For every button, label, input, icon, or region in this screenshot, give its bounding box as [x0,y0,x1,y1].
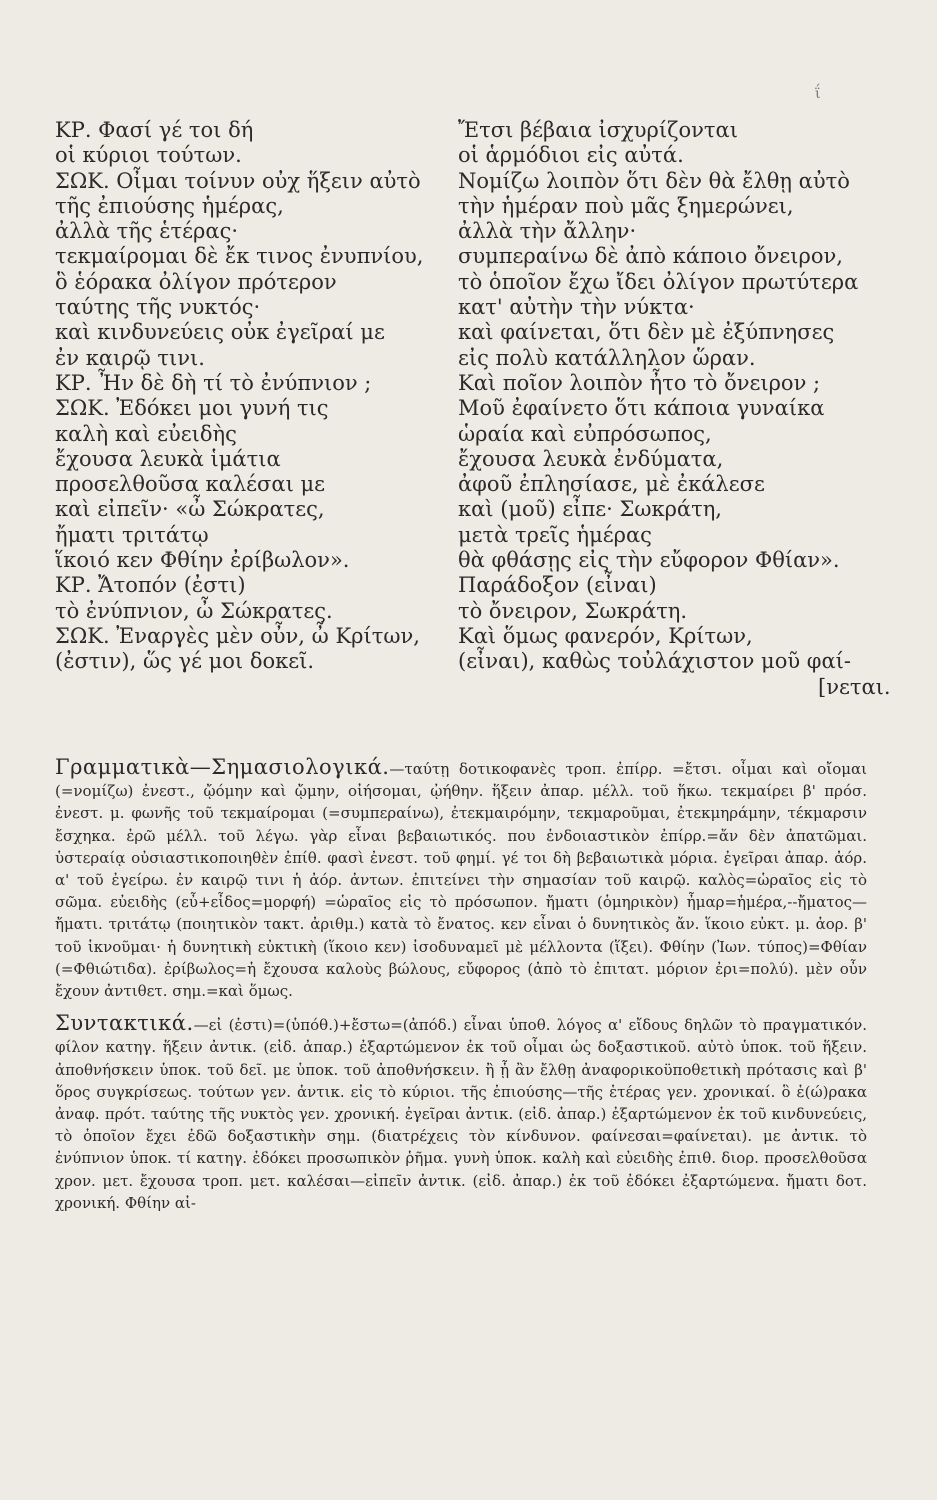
ancient-line: ΣΩΚ. Οἶμαι τοίνυν οὐχ ἥξειν αὐτὸ [55,168,421,193]
dialogue-row [0,396,937,421]
ancient-line: οἱ κύριοι τούτων. [55,143,242,168]
modern-line: Ἔτσι βέβαια ἰσχυρίζονται [458,118,738,142]
modern-line: θὰ φθάσῃς εἰς τὴν εὔφορον Φθίαν». [458,548,840,573]
modern-line: μετὰ τρεῖς ἡμέρας [458,522,652,547]
dialogue-row [0,169,937,194]
ancient-line: (ἐστιν), ὥς γέ μοι δοκεῖ. [55,649,315,674]
syntax-heading: Συντακτικά. [55,1011,194,1036]
ancient-line: καὶ κινδυνεύεις οὐκ ἐγεῖραί με [55,320,385,345]
modern-line: καὶ φαίνεται, ὅτι δὲν μὲ ἐξύπνησες [458,320,835,345]
dialogue-row [0,371,937,396]
ancient-line: ἐν καιρῷ τινι. [55,345,205,370]
ancient-line: τῆς ἐπιούσης ἡμέρας, [55,193,284,218]
modern-line: Νομίζω λοιπὸν ὅτι δὲν θὰ ἔλθῃ αὐτὸ [458,168,850,193]
modern-line: Μοῦ ἐφαίνετο ὅτι κάποια γυναίκα [458,396,825,421]
ancient-line: τὸ ἐνύπνιον, ὦ Σώκρατες. [55,598,333,623]
dialogue-row [0,497,937,522]
modern-line: τὴν ἡμέραν ποὺ μᾶς ξημερώνει, [458,193,794,218]
ancient-line: ἤματι τριτάτῳ [55,522,209,547]
ancient-line: ΣΩΚ. Ἐναργὲς μὲν οὖν, ὦ Κρίτων, [55,623,420,648]
modern-line: εἰς πολὺ κατάλληλον ὥραν. [458,345,756,370]
dialogue-row [0,194,937,219]
dialogue-row [0,523,937,548]
ancient-line: ὃ ἑόρακα ὀλίγον πρότερον [55,269,337,294]
ancient-line: καὶ εἰπεῖν· «ὦ Σώκρατες, [55,497,325,522]
notes-section [55,756,867,1214]
modern-line: Καὶ ποῖον λοιπὸν ἦτο τὸ ὄνειρον ; [458,370,821,395]
dialogue-row [0,624,937,649]
modern-line: τὸ ὁποῖον ἔχω ἴδει ὀλίγον πρωτύτερα [458,269,859,294]
dialogue-row [0,649,937,674]
ancient-line: ἔχουσα λευκὰ ἱμάτια [55,446,281,471]
ancient-line: προσελθοῦσα καλέσαι με [55,472,326,497]
grammar-notes [55,756,867,1002]
dialogue-row [0,573,937,598]
dialogue-row [0,548,937,573]
page-corner-mark: ΐ [815,86,821,102]
dialogue-row [0,118,937,143]
grammar-text: —ταύτῃ δοτικοφανὲς τροπ. ἐπίρρ. =ἔτσι. οἶμαι καὶ οἴομαι (=νομίζω) ἐνεστ., ᾤόμην καὶ ᾤμην, οἰήσομαι, ᾠήθην. ἥξειν ἀπαρ. μέλλ. τοῦ ἥκω. τεκμαίρει β' πρόσ. ἐνεστ. μ. φωνῆς τοῦ τεκμαίρομαι (=συμπεραίνω), ἐτεκμαιρόμην, τεκμαροῦμαι, ἐτεκμηράμην, τέκμαρσιν ἔσχηκα. ἐρῶ μέλλ. τοῦ λέγω. γὰρ εἶναι βεβαιωτικός. που ἐνδοιαστικὸν ἐπίρρ.=ἄν δὲν ἀπατῶμαι. ὑστεραίᾳ οὐσιαστικοποιηθὲν ἐπίθ. φασὶ ἐνεστ. τοῦ φημί. γέ τοι δὴ βεβαιωτικὰ μόρια. ἐγεῖραι ἀπαρ. ἀόρ. α' τοῦ ἐγείρω. ἐν καιρῷ τινι ἡ ἀόρ. ἀντων. ἐπιτείνει τὴν σημασίαν τοῦ καιρῷ. καλὸς=ὡραῖος εἰς τὸ σῶμα. εὐειδὴς (εὖ+εἶδος=μορφή) =ὡραῖος εἰς τὸ πρόσωπον. ἤματι (ὁμηρικὸν) ἦμαρ=ἡμέρα,--ἤματος—ἤματι. τριτάτῳ (ποιητικὸν τακτ. ἀριθμ.) κατὰ τὸ ἔνατος. κεν εἶναι ὁ δυνητικὸς ἄν. ἵκοιο εὐκτ. μ. ἀορ. β' τοῦ ἱκνοῦμαι· ἡ δυνητικὴ εὐκτικὴ (ἵκοιο κεν) ἰσοδυναμεῖ μὲ μέλλοντα (ἵξει). Φθίην (Ἰων. τύπος)=Φθίαν (=Φθιώτιδα). ἐρίβωλος=ἡ ἔχουσα καλοὺς βώλους, εὔφορος (ἀπὸ τὸ ἐπιτατ. μόριον ἐρι=πολύ). μὲν οὖν ἔχουν ἀντιθετ. σημ.=καὶ ὅμως. [55,760,867,1001]
modern-line: συμπεραίνω δὲ ἀπὸ κάποιο ὄνειρον, [458,244,843,269]
dialogue-row [0,295,937,320]
ancient-line: καλὴ καὶ εὐειδὴς [55,421,237,446]
dialogue-row [0,143,937,168]
modern-line: ἀφοῦ ἐπλησίασε, μὲ ἐκάλεσε [458,472,765,497]
modern-line: (εἶναι), καθὼς τοὐλάχιστον μοῦ φαί- [458,649,852,674]
syntax-text: —εἰ (ἐστι)=(ὑπόθ.)+ἔστω=(ἀπόδ.) εἶναι ὑποθ. λόγος α' εἴδους δηλῶν τὸ πραγματικόν. φίλον κατηγ. ἥξειν ἀντικ. (εἰδ. ἀπαρ.) ἐξαρτώμενον ἐκ τοῦ οἶμαι ὡς δοξαστικοῦ. αὐτὸ ὑποκ. τοῦ ἥξειν. ἀποθνήσκειν ὑποκ. τοῦ δεῖ. με ὑποκ. τοῦ ἀποθνήσκειν. ἢ ᾗ ἂν ἔλθῃ ἀναφορικοϋποθετικὴ πρότασις καὶ β' ὅρος συγκρίσεως. τούτων γεν. ἀντικ. εἰς τὸ κύριοι. τῆς ἐπιούσης—τῆς ἑτέρας γεν. χρονικαί. ὃ ἑ(ώ)ρακα ἀναφ. πρότ. ταύτης τῆς νυκτὸς γεν. χρονική. ἐγεῖραι ἀντικ. (εἰδ. ἀπαρ.) ἐξαρτώμενον ἐκ τοῦ κινδυνεύεις, τὸ ὁποῖον ἔχει ἐδῶ δοξαστικὴν σημ. (διατρέχεις τὸν κίνδυνον. φαίνεσαι=φαίνεται). με ἀντικ. τὸ ἐνύπνιον ὑποκ. τί κατηγ. ἐδόκει προσωπικὸν ῥῆμα. γυνὴ ὑποκ. καλὴ καὶ εὐειδὴς ἐπιθ. διορ. προσελθοῦσα χρον. μετ. ἔχουσα τροπ. μετ. καλέσαι—εἰπεῖν ἀντικ. (εἰδ. ἀπαρ.) ἐκ τοῦ ἐδόκει ἐξαρτώμενα. ἤματι δοτ. χρονική. Φθίην αἰ- [55,1016,867,1212]
ancient-line: ΚΡ. Φασί γέ τοι δή [55,118,254,142]
dialogue-row [0,599,937,624]
dialogue-section [0,118,937,700]
dialogue-row [0,472,937,497]
ancient-line: ΣΩΚ. Ἐδόκει μοι γυνή τις [55,396,329,421]
dialogue-row [0,244,937,269]
grammar-heading: Γραμματικὰ—Σημασιολογικά. [55,755,390,779]
modern-line: Καὶ ὅμως φανερόν, Κρίτων, [458,623,753,648]
modern-line: κατ' αὐτὴν τὴν νύκτα· [458,295,695,320]
ancient-line: τεκμαίρομαι δὲ ἔκ τινος ἐνυπνίου, [55,244,424,269]
syntax-notes [55,1012,867,1214]
ancient-line: ΚΡ. Ἦν δὲ δὴ τί τὸ ἐνύπνιον ; [55,370,372,395]
modern-line: Παράδοξον (εἶναι) [458,573,657,598]
ancient-line: ταύτης τῆς νυκτός· [55,295,261,320]
modern-line: ὡραία καὶ εὐπρόσωπος, [458,421,712,446]
modern-line: οἱ ἁρμόδιοι εἰς αὐτά. [458,143,684,168]
modern-line: τὸ ὄνειρον, Σωκράτη. [458,598,688,623]
ancient-line: ἵκοιό κεν Φθίην ἐρίβωλον». [55,548,350,573]
dialogue-row [0,219,937,244]
dialogue-row [0,675,937,700]
dialogue-row [0,270,937,295]
modern-line: [νεται. [818,674,891,699]
ancient-line: ἀλλὰ τῆς ἑτέρας· [55,219,239,244]
dialogue-row [0,447,937,472]
modern-line: ἀλλὰ τὴν ἄλλην· [458,219,637,244]
dialogue-row [0,320,937,345]
dialogue-row [0,422,937,447]
ancient-line: ΚΡ. Ἄτοπόν (ἐστι) [55,573,246,598]
modern-line: ἔχουσα λευκὰ ἐνδύματα, [458,446,724,471]
modern-line: καὶ (μοῦ) εἶπε· Σωκράτη, [458,497,722,522]
dialogue-row [0,346,937,371]
